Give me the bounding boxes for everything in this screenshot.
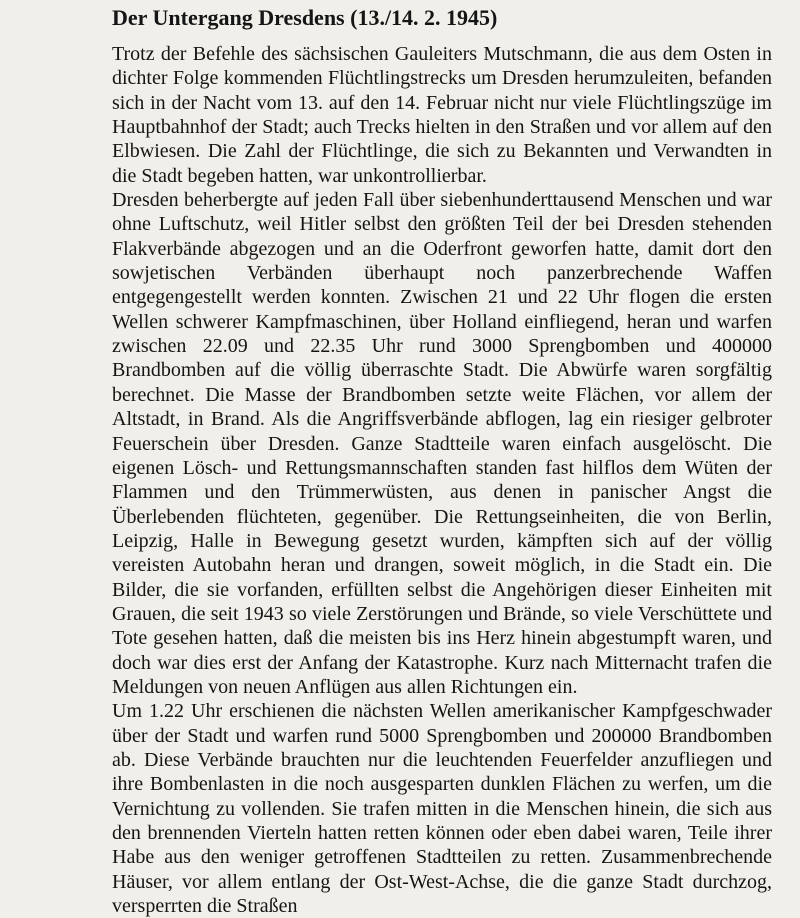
body-text <box>112 42 772 918</box>
paragraph-first-attack: Dresden beherbergte auf jeden Fall über siebenhunderttausend Menschen und war ohne Luftschutz, weil Hitler selbst den größten Teil der bei Dresden stehenden Flakverbände abgezogen und an die Oderfront geworfen hatte, damit dort den sowjetischen Verbänden überhaupt noch panzerbrechende Waffen entgegengestellt werden konnten. Zwischen 21 und 22 Uhr flogen die ersten Wellen schwerer Kampfmaschinen, über Holland einfliegend, heran und warfen zwischen 22.09 und 22.35 Uhr rund 3000 Sprengbomben und 400000 Brandbomben auf die völlig überraschte Stadt. Die Abwürfe waren sorgfältig berechnet. Die Masse der Brandbomben setzte weite Flächen, vor allem der Altstadt, in Brand. Als die Angriffsverbände abflogen, lag ein riesiger gelbroter Feuerschein über Dresden. Ganze Stadtteile waren einfach ausgelöscht. Die eigenen Lösch- und Rettungsmannschaften standen fast hilflos dem Wüten der Flammen und den Trümmerwüsten, aus denen in panischer Angst die Überlebenden flüchteten, gegenüber. Die Rettungseinheiten, die von Berlin, Leipzig, Halle in Bewegung gesetzt wurden, kämpften sich auf der völlig vereisten Autobahn heran und drangen, soweit möglich, in die Stadt ein. Die Bilder, die sie vorfanden, erfüllten selbst die Angehörigen dieser Einheiten mit Grauen, die seit 1943 so viele Zerstörungen und Brände, so viele Verschüttete und Tote gesehen hatten, daß die meisten bis ins Herz hinein abgestumpft waren, und doch war dies erst der Anfang der Katastrophe. Kurz nach Mitternacht trafen die Meldungen von neuen Anflügen aus allen Richtungen ein. <box>112 189 772 698</box>
paragraph-refugees: Trotz der Befehle des sächsischen Gauleiters Mutschmann, die aus dem Osten in dichter Folge kommenden Flüchtlingstrecks um Dresden herumzuleiten, befanden sich in der Nacht vom 13. auf den 14. Februar nicht nur viele Flüchtlingszüge im Hauptbahnhof der Stadt; auch Trecks hielten in den Straßen und vor allem auf den Elbwiesen. Die Zahl der Flüchtlinge, die sich zu Bekannten und Verwandten in die Stadt begeben hatten, war unkontrollierbar. <box>112 43 772 187</box>
paragraph-second-attack: Um 1.22 Uhr erschienen die nächsten Wellen amerikanischer Kampfgeschwader über der Stadt und warfen rund 5000 Sprengbomben und 200000 Brandbomben ab. Diese Verbände brauchten nur die leuchtenden Feuerfelder anzufliegen und ihre Bombenlasten in die noch ausgesparten dunklen Flächen zu werfen, um die Vernichtung zu vollenden. Sie trafen mitten in die Menschen hinein, die sich aus den brennenden Vierteln hatten retten können oder eben dabei waren, Teile ihrer Habe aus den weniger getroffenen Stadtteilen zu retten. Zusammenbrechende Häuser, vor allem entlang der Ost-West-Achse, die die ganze Stadt durchzog, versperrten die Straßen <box>112 700 772 918</box>
section-heading: Der Untergang Dresdens (13./14. 2. 1945) <box>112 5 498 30</box>
